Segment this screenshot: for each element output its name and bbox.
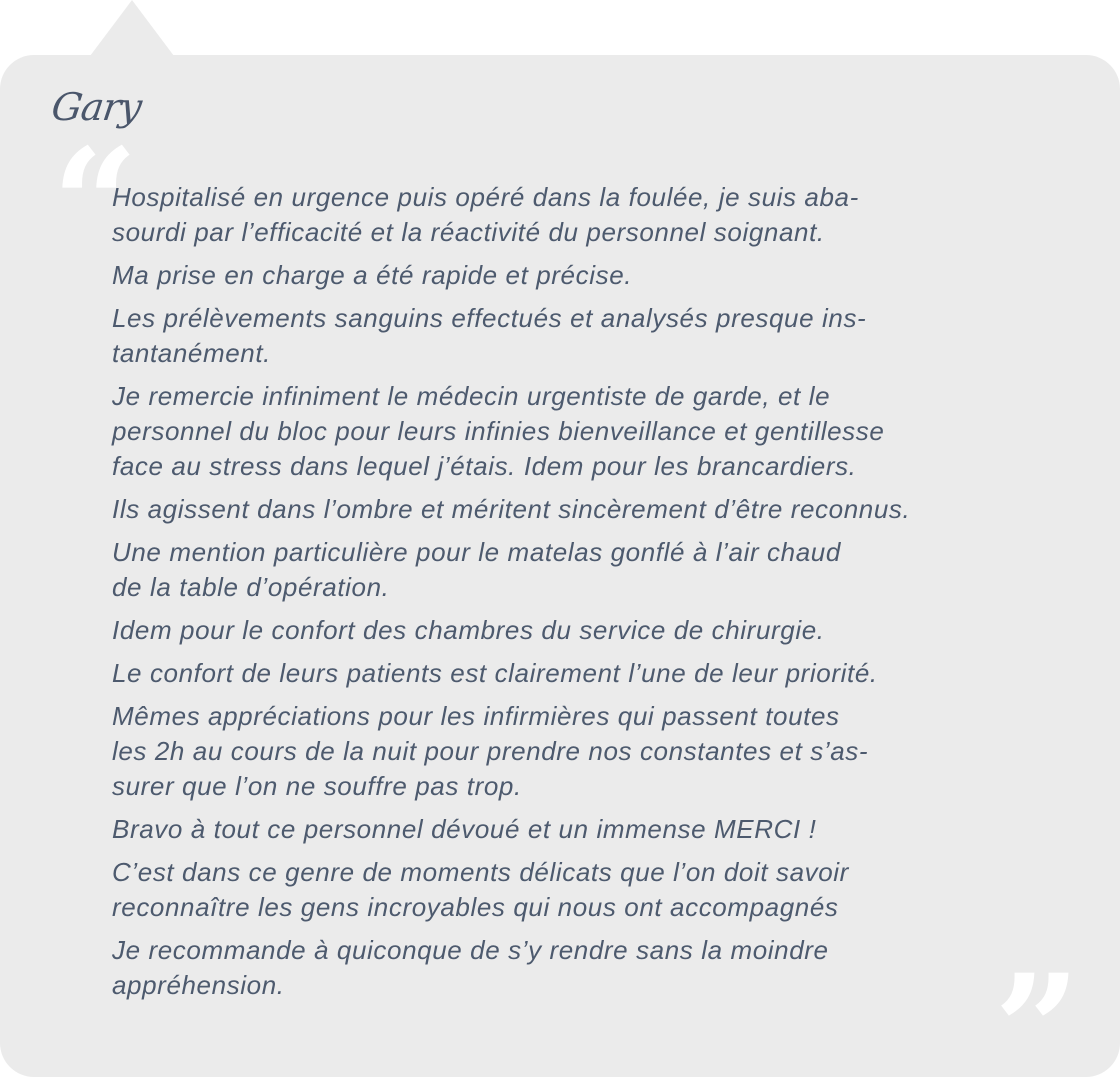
review-paragraph: Je recommande à quiconque de s’y rendre sans la moindre appréhension.	[112, 935, 829, 1000]
review-paragraph: Une mention particulière pour le matelas gonflé à l’air chaud de la table d’opération.	[112, 537, 841, 602]
review-paragraph: Les prélèvements sanguins effectués et analysés presque ins- tantanément.	[112, 303, 867, 368]
author-name: Gary	[48, 85, 144, 129]
review-text	[112, 180, 1032, 1011]
testimonial-card	[0, 55, 1120, 1077]
review-paragraph: Bravo à tout ce personnel dévoué et un immense MERCI !	[112, 814, 817, 844]
review-paragraph: Ils agissent dans l’ombre et méritent sincèrement d’être reconnus.	[112, 494, 911, 524]
review-paragraph: Le confort de leurs patients est clairement l’une de leur priorité.	[112, 658, 878, 688]
review-paragraph: Je remercie infiniment le médecin urgentiste de garde, et le personnel du bloc pour leurs infinies bienveillance et gentillesse face au stress dans lequel j’étais. Idem pour les brancardiers.	[112, 381, 885, 481]
open-quote-icon: “	[52, 116, 139, 292]
review-paragraph: Ma prise en charge a été rapide et précise.	[112, 260, 633, 290]
review-paragraph: C’est dans ce genre de moments délicats que l’on doit savoir reconnaître les gens incroyables qui nous ont accompagnés	[112, 857, 849, 922]
review-paragraph: Hospitalisé en urgence puis opéré dans la foulée, je suis aba- sourdi par l’efficacité et la réactivité du personnel soignant.	[112, 182, 859, 247]
review-paragraph: Mêmes appréciations pour les infirmières qui passent toutes les 2h au cours de la nuit pour prendre nos constantes et s’as- surer que l’on ne souffre pas trop.	[112, 701, 869, 801]
review-paragraph: Idem pour le confort des chambres du service de chirurgie.	[112, 615, 825, 645]
close-quote-icon: ”	[994, 942, 1081, 1077]
speech-bubble-tail	[90, 0, 174, 56]
